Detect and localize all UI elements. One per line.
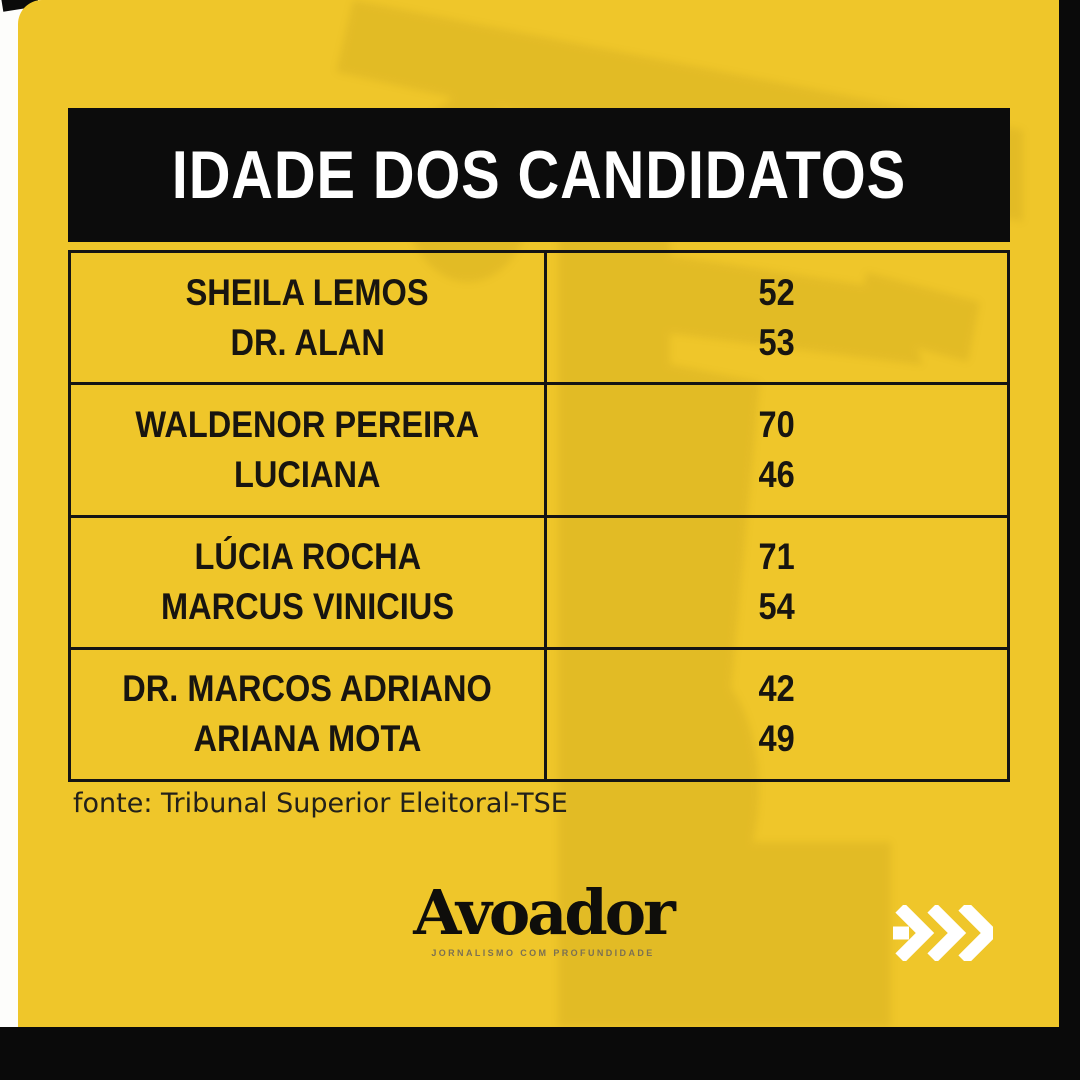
candidates-age-table: [68, 250, 1010, 782]
candidate-names-cell: [71, 253, 544, 382]
logo-wordmark: Avoador: [413, 876, 673, 949]
candidate-names-cell: [71, 650, 544, 779]
table-row: [71, 253, 1007, 385]
candidate-age: 42: [758, 668, 796, 710]
candidate-ages-cell: [544, 650, 1007, 779]
candidate-ages-cell: [544, 385, 1007, 514]
candidate-name: DR. MARCOS ADRIANO: [122, 668, 493, 710]
candidate-age: 46: [758, 453, 796, 495]
table-row: [71, 518, 1007, 650]
candidate-ages-cell: [544, 253, 1007, 382]
candidate-name: ARIANA MOTA: [193, 718, 422, 760]
publisher-logo: [348, 876, 738, 958]
page-title: IDADE DOS CANDIDATOS: [171, 137, 907, 213]
candidate-age: 54: [758, 586, 796, 628]
candidate-names-cell: [71, 518, 544, 647]
title-bar: [68, 108, 1010, 242]
candidate-name: SHEILA LEMOS: [185, 271, 430, 313]
candidate-age: 71: [758, 536, 796, 578]
table-row: [71, 650, 1007, 779]
candidate-age: 70: [758, 403, 796, 445]
yellow-card: [18, 0, 1059, 1027]
candidate-name: DR. ALAN: [230, 321, 385, 363]
candidate-age: 52: [758, 271, 796, 313]
candidate-name: LUCIANA: [234, 453, 381, 495]
logo-tagline: JORNALISMO COM PROFUNDIDADE: [431, 948, 655, 958]
candidate-name: WALDENOR PEREIRA: [135, 403, 480, 445]
next-slide-chevrons-icon[interactable]: [893, 905, 993, 961]
source-citation: fonte: Tribunal Superior Eleitoral-TSE: [73, 788, 568, 819]
candidate-age: 49: [758, 718, 796, 760]
candidate-age: 53: [758, 321, 796, 363]
candidate-name: LÚCIA ROCHA: [194, 536, 421, 578]
candidate-ages-cell: [544, 518, 1007, 647]
candidate-names-cell: [71, 385, 544, 514]
table-row: [71, 385, 1007, 517]
candidate-name: MARCUS VINICIUS: [160, 586, 455, 628]
